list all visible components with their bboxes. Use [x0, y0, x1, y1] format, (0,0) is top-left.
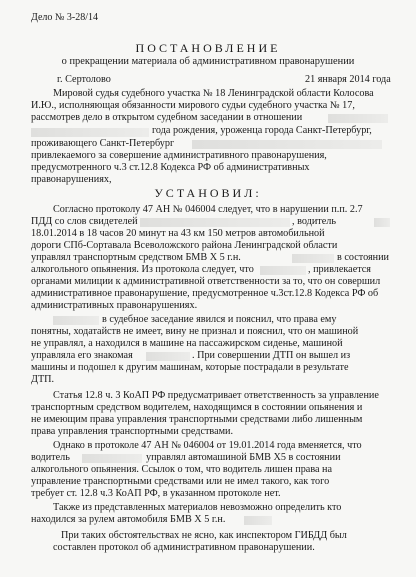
- body-line: ПДД со слов свидетелей: [31, 216, 138, 227]
- intro-line: Мировой судья судебного участка № 18 Ленинградской области Колосова: [53, 88, 374, 99]
- body-line: Статья 12.8 ч. 3 КоАП РФ предусматривает ответственность за управление: [53, 390, 379, 401]
- body-line: транспортным средством водителем, находящимся в состоянии опьянения и: [31, 402, 363, 413]
- body-line: . При совершении ДТП он вышел из: [192, 350, 351, 361]
- intro-line: привлекаемого за совершение административного правонарушения,: [31, 150, 327, 161]
- body-line: Однако в протоколе 47 АН № 046004 от 19.01.2014 года вменяется, что: [53, 440, 362, 451]
- body-line: административное правонарушение, предусмотренное ч.3ст.12.8 Кодекса РФ об: [31, 288, 379, 299]
- body-line: составлен протокол об административном правонарушении.: [53, 542, 315, 553]
- body-line: в судебное заседание явился и пояснил, что права ему: [102, 314, 337, 325]
- intro-line: И.Ю., исполняющая обязанности мирового судьи судебного участка № 17,: [31, 100, 355, 111]
- redacted-address: [192, 140, 382, 149]
- body-line: При таких обстоятельствах не ясно, как инспектором ГИБДД был: [61, 530, 347, 541]
- redacted-name: [260, 266, 306, 275]
- date: 21 января 2014 года: [305, 74, 391, 85]
- body-line: органами милиции к административной ответственности за то, что он совершил: [31, 276, 381, 287]
- body-line: находился за рулем автомобиля БМВ Х 5 г.н.: [31, 514, 226, 525]
- body-line: водитель: [31, 452, 70, 463]
- redacted-name: [146, 352, 190, 361]
- body-line: требует ст. 12.8 ч.3 КоАП РФ, в указанном протоколе нет.: [31, 488, 281, 499]
- intro-line: правонарушениях,: [31, 174, 112, 185]
- city: г. Сертолово: [57, 74, 111, 85]
- body-line: Согласно протоколу 47 АН № 046004 следует, что в нарушении п.п. 2.7: [53, 204, 363, 215]
- intro-line: предусмотренного ч.3 ст.12.8 Кодекса РФ об административных: [31, 162, 310, 173]
- redacted-name: [82, 454, 142, 463]
- intro-line: проживающего Санкт-Петербург: [31, 138, 175, 149]
- body-line: , привлекается: [308, 264, 371, 275]
- body-line: алкогольного опьянения. Из протокола следует, что: [31, 264, 254, 275]
- redacted-birth-date: [31, 128, 149, 137]
- intro-line: года рождения, уроженца города Санкт-Петербург,: [152, 125, 372, 136]
- body-line: машины и подошел к другим машинам, которые пострадали в результате: [31, 362, 349, 373]
- intro-line: рассмотрев дело в открытом судебном заседании в отношении: [31, 112, 303, 123]
- body-line: управление транспортными средствами или не имел такого, как того: [31, 476, 330, 487]
- body-line: 18.01.2014 в 18 часов 20 минут на 43 км 150 метров автомобильной: [31, 228, 325, 239]
- redacted-witnesses: [140, 218, 290, 227]
- document-title: ПОСТАНОВЛЕНИЕ: [135, 41, 281, 55]
- case-number: Дело № 3-28/14: [31, 12, 99, 23]
- redacted-driver: [374, 218, 390, 227]
- body-line: Также из представленных материалов невозможно определить кто: [53, 502, 342, 513]
- body-line: , водитель: [292, 216, 336, 227]
- document-subtitle: о прекращении материала об административном правонарушении: [61, 56, 355, 67]
- section-title: УСТАНОВИЛ:: [154, 186, 262, 200]
- body-line: алкогольного опьянения. Ссылок о том, что водитель лишен права на: [31, 464, 333, 475]
- body-line: права управления транспортными средствами.: [31, 426, 234, 437]
- body-line: не управлял, а находился в машине на пассажирском сиденье, машиной: [31, 338, 343, 349]
- body-line: в состоянии: [337, 252, 390, 263]
- redacted-name: [53, 316, 99, 325]
- body-line: дороги СПб-Сортавала Всеволожского района Ленинградской области: [31, 240, 338, 251]
- redacted-name: [328, 114, 388, 123]
- body-line: управлял автомашиной БМВ Х5 в состоянии: [146, 452, 341, 463]
- body-line: управляла его знакомая: [31, 350, 133, 361]
- body-line: административных правонарушениях.: [31, 300, 198, 311]
- redacted-plate: [244, 516, 272, 525]
- body-line: ДТП.: [31, 374, 55, 385]
- body-line: не имеющим права управления транспортными средствами либо лишенным: [31, 414, 363, 425]
- redacted-plate: [292, 254, 334, 263]
- body-line: управлял транспортным средством БМВ Х 5 г.н.: [31, 252, 241, 263]
- body-line: понятны, ходатайств не имеет, вину не признал и пояснил, что он машиной: [31, 326, 359, 337]
